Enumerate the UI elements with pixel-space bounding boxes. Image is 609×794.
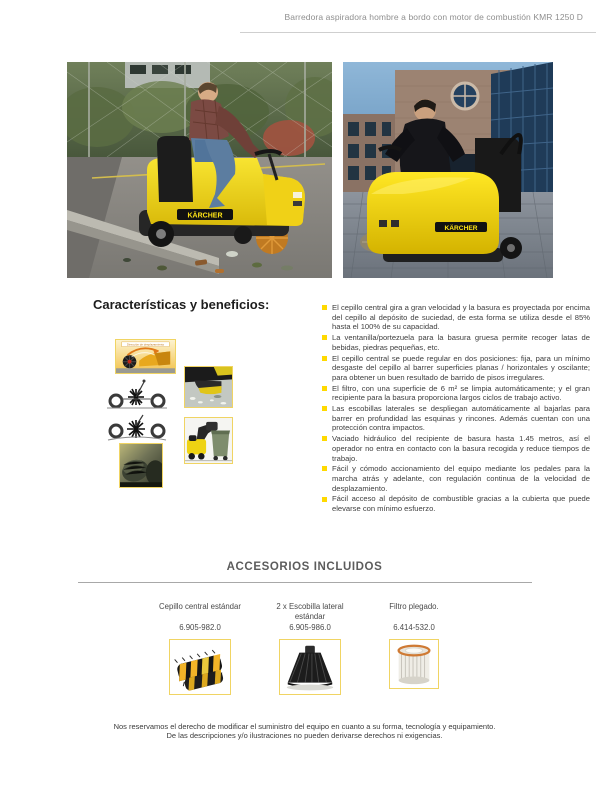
benefit-text: El cepillo central gira a gran velocidad y la basura es proyectada por encima del cepillo al depósito de suciedad, de esta forma se utiliza desde el 85% hasta el 100% de su capacidad. <box>332 303 590 332</box>
header-divider <box>240 32 596 33</box>
product-photo-street <box>67 62 332 278</box>
product-photo-plaza <box>343 62 553 278</box>
benefit-item <box>322 464 590 493</box>
karcher-logo-left: KÄRCHER <box>187 212 223 220</box>
footer-line-1: Nos reservamos el derecho de modificar el suministro del equipo en cuanto a su forma, tecnología y equipamiento. <box>113 722 496 731</box>
accessories-divider <box>78 582 532 583</box>
benefit-text: Fácil y cómodo accionamiento del equipo mediante los pedales para la marcha atrás y adelante, con regulación continua de la velocidad de desplazamiento. <box>332 464 590 493</box>
page-title: Barredora aspiradora hombre a bordo con motor de combustión KMR 1250 D <box>284 12 583 22</box>
feature-image-hydraulic-emptying <box>184 417 233 464</box>
benefit-text: El cepillo central se puede regular en dos posiciones: fija, para un mínimo desgaste del cepillo al barrer superficies planas / horizontales y oscilante; para obtener un buen resultado de barrido de pisos irregulares. <box>332 353 590 382</box>
bullet-square-icon <box>322 466 327 471</box>
feature-image-sweeping-principle <box>115 339 176 374</box>
accessory-part-number: 6.905-982.0 <box>179 623 221 632</box>
bullet-square-icon <box>322 335 327 340</box>
feature-image-brush-position-floating <box>106 412 168 442</box>
accessories-heading: ACCESORIOS INCLUIDOS <box>226 561 383 573</box>
accessory-name: Cepillo central estándar <box>159 602 241 611</box>
bullet-square-icon <box>322 356 327 361</box>
accessory-image-filter <box>389 639 439 689</box>
benefit-text: La ventanilla/portezuela para la basura gruesa permite recoger latas de bebidas, piedras pequeñas, etc. <box>332 333 590 352</box>
benefit-item <box>322 404 590 433</box>
footer-disclaimer <box>0 722 609 741</box>
benefit-item <box>322 434 590 463</box>
benefit-text: Las escobillas laterales se despliegan automáticamente al bajarlas para barrer en profundidad las esquinas y rincones. Además cuentan con una protección contra impactos. <box>332 404 590 433</box>
feature-image-side-brush-closeup <box>119 443 163 488</box>
accessory-side-brush <box>250 602 370 700</box>
benefit-item <box>322 354 590 383</box>
accessory-image-main-brush <box>169 639 231 695</box>
feature-image-brush-position-fixed <box>106 377 168 410</box>
benefit-item <box>322 494 590 513</box>
bullet-square-icon <box>322 386 327 391</box>
sweeper-plaza-illustration <box>343 62 553 278</box>
bullet-square-icon <box>322 406 327 411</box>
benefit-text: Vaciado hidráulico del recipiente de basura hasta 1.45 metros, así el operador no entra en contacto con la basura recogida y reduce tiempos de trabajo. <box>332 434 590 463</box>
accessory-filter <box>354 602 474 694</box>
benefit-text: Fácil acceso al depósito de combustible gracias a la cubierta que puede elevarse con mínimo esfuerzo. <box>332 494 590 514</box>
accessory-image-side-brush <box>279 639 341 695</box>
karcher-logo-right: KÄRCHER <box>444 225 478 232</box>
sweeper-street-illustration <box>67 62 332 278</box>
accessory-name: Filtro plegado. <box>389 602 439 611</box>
benefit-item <box>322 303 590 332</box>
footer-line-2: De las descripciones y/o ilustraciones no pueden derivarse derechos ni exigencias. <box>166 731 443 741</box>
bullet-square-icon <box>322 497 327 502</box>
accessory-name: 2 x Escobilla lateral estándar <box>276 602 344 621</box>
accessory-part-number: 6.905-986.0 <box>289 623 331 632</box>
diagram-caption: Dirección de desplazamiento <box>126 342 165 347</box>
benefit-item <box>322 384 590 403</box>
features-heading: Características y beneficios: <box>93 297 270 312</box>
bullet-square-icon <box>322 305 327 310</box>
accessory-main-brush <box>140 602 260 700</box>
feature-image-bulk-waste-flap <box>184 366 233 408</box>
bullet-square-icon <box>322 436 327 441</box>
benefit-text: El filtro, con una superficie de 6 m² se limpia automáticamente; y el gran recipiente para la basura proporciona largos ciclos de trabajo activo. <box>332 383 590 403</box>
accessory-part-number: 6.414-532.0 <box>393 623 435 632</box>
benefit-item <box>322 333 590 352</box>
benefits-list <box>322 303 590 515</box>
